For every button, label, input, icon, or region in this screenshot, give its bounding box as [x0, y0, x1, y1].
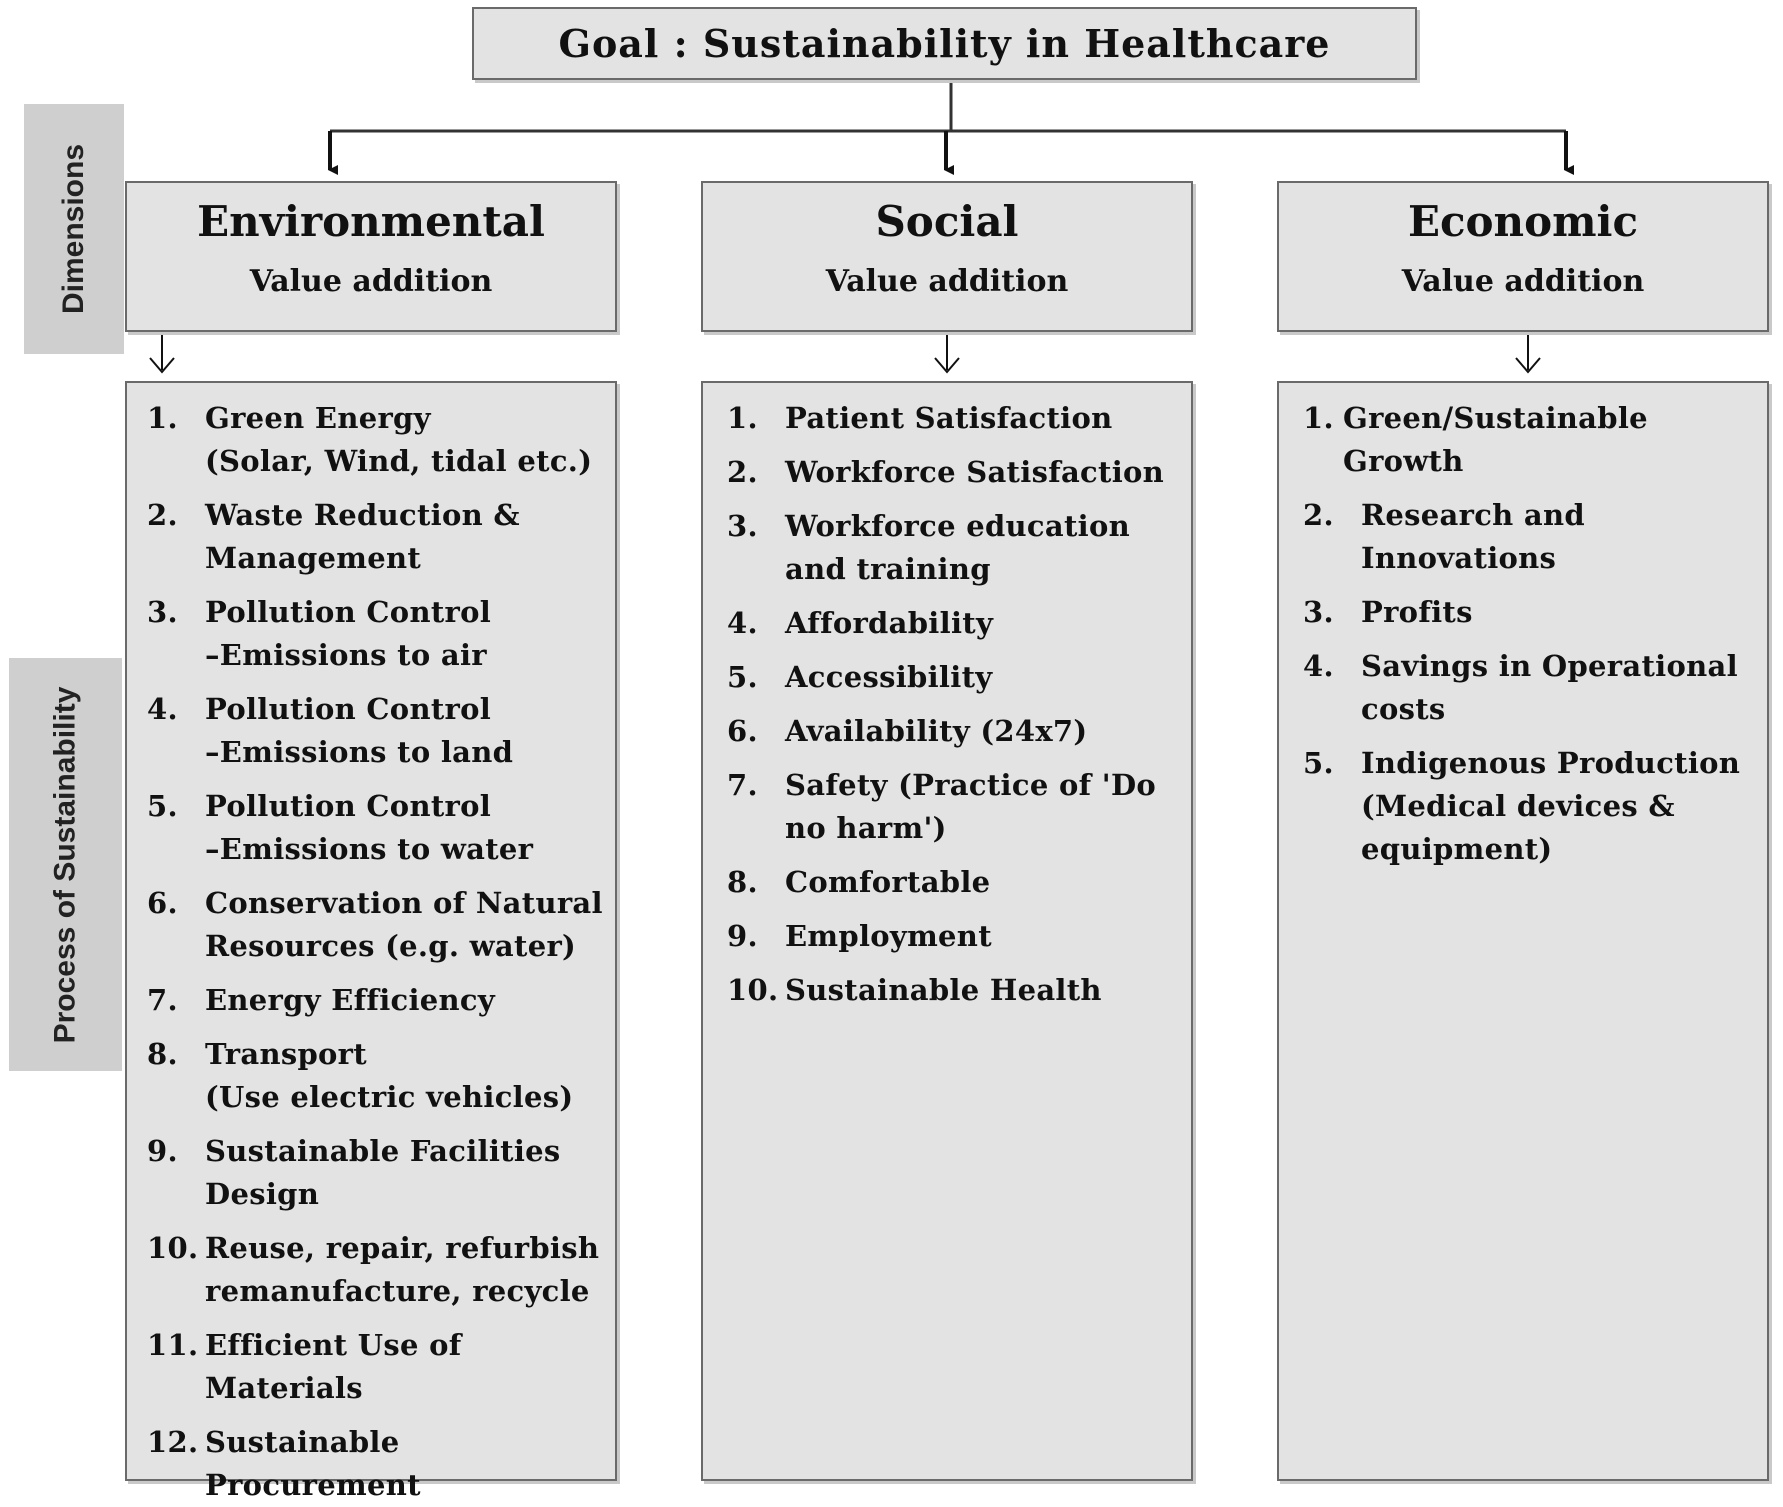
list-item	[727, 451, 1191, 494]
item-number: 2.	[727, 455, 758, 489]
list-item	[147, 1227, 615, 1313]
dimension-subtitle: Value addition	[825, 264, 1069, 299]
item-number: 5.	[147, 789, 178, 823]
item-number: 4.	[1303, 649, 1334, 683]
dimensions-label: Dimensions	[57, 143, 91, 315]
item-text: Pollution Control –Emissions to land	[205, 692, 514, 769]
list-item	[727, 710, 1191, 753]
dimension-social	[701, 181, 1193, 332]
item-text: Accessibility	[785, 660, 993, 694]
item-number: 2.	[1303, 498, 1334, 532]
list-item	[147, 1421, 615, 1507]
item-text: Sustainable Health	[785, 973, 1102, 1007]
item-text: Sustainable Procurement	[205, 1425, 421, 1502]
goal-box	[472, 7, 1417, 80]
item-number: 6.	[727, 714, 758, 748]
social-list	[701, 381, 1193, 1481]
list-item	[147, 1033, 615, 1119]
item-text: Workforce Satisfaction	[785, 455, 1165, 489]
item-text: Energy Efficiency	[205, 983, 496, 1017]
item-text: Pollution Control –Emissions to water	[205, 789, 534, 866]
goal-title: Goal : Sustainability in Healthcare	[558, 21, 1331, 66]
dimension-economic	[1277, 181, 1769, 332]
dimensions-side-label	[24, 104, 124, 354]
list-item	[1303, 494, 1767, 580]
item-text: Savings in Operational costs	[1361, 649, 1738, 726]
item-text: Transport (Use electric vehicles)	[205, 1037, 574, 1114]
list-item	[1303, 591, 1767, 634]
item-number: 1.	[1303, 401, 1334, 435]
list-item	[727, 397, 1191, 440]
item-text: Reuse, repair, refurbish remanufacture, recycle	[205, 1231, 600, 1308]
down-arrow-economic	[1516, 333, 1540, 372]
item-number: 8.	[147, 1037, 178, 1071]
list-item	[147, 1130, 615, 1216]
dimension-environmental	[125, 181, 617, 332]
item-text: Conservation of Natural Resources (e.g. water)	[205, 886, 603, 963]
item-text: Indigenous Production (Medical devices & equipment)	[1361, 746, 1741, 866]
list-item	[1303, 742, 1767, 871]
list-item	[1303, 397, 1767, 483]
item-number: 10.	[147, 1231, 199, 1265]
item-number: 3.	[147, 595, 178, 629]
list-item	[1303, 645, 1767, 731]
list-item	[727, 602, 1191, 645]
down-arrow-environmental	[150, 333, 174, 372]
item-number: 2.	[147, 498, 178, 532]
item-number: 5.	[1303, 746, 1334, 780]
list-item	[727, 505, 1191, 591]
item-number: 7.	[147, 983, 178, 1017]
item-text: Sustainable Facilities Design	[205, 1134, 561, 1211]
list-item	[727, 969, 1191, 1012]
item-text: Affordability	[785, 606, 994, 640]
process-label: Process of Sustainability	[48, 686, 82, 1043]
list-item	[147, 1324, 615, 1410]
process-side-label	[9, 658, 122, 1071]
list-item	[727, 764, 1191, 850]
item-number: 12.	[147, 1425, 199, 1459]
item-text: Workforce education and training	[785, 509, 1131, 586]
down-arrow-social	[935, 333, 959, 372]
list-item	[147, 397, 615, 483]
list-item	[147, 979, 615, 1022]
item-text: Comfortable	[785, 865, 991, 899]
economic-list	[1277, 381, 1769, 1481]
item-number: 3.	[727, 509, 758, 543]
item-number: 11.	[147, 1328, 199, 1362]
item-text: Patient Satisfaction	[785, 401, 1113, 435]
list-item	[147, 494, 615, 580]
item-number: 8.	[727, 865, 758, 899]
item-text: Green/Sustainable Growth	[1343, 401, 1648, 478]
item-number: 9.	[727, 919, 758, 953]
item-number: 4.	[147, 692, 178, 726]
item-number: 7.	[727, 768, 758, 802]
list-item	[727, 861, 1191, 904]
dimension-title: Social	[875, 197, 1019, 246]
dimension-subtitle: Value addition	[249, 264, 493, 299]
item-number: 3.	[1303, 595, 1334, 629]
item-text: Waste Reduction & Management	[205, 498, 520, 575]
item-number: 6.	[147, 886, 178, 920]
item-text: Availability (24x7)	[785, 714, 1088, 748]
item-text: Profits	[1361, 595, 1473, 629]
item-text: Safety (Practice of 'Do no harm')	[785, 768, 1157, 845]
item-text: Efficient Use of Materials	[205, 1328, 462, 1405]
dimension-title: Economic	[1407, 197, 1639, 246]
dimension-title: Environmental	[197, 197, 545, 246]
list-item	[147, 688, 615, 774]
dimension-subtitle: Value addition	[1401, 264, 1645, 299]
item-text: Pollution Control –Emissions to air	[205, 595, 492, 672]
item-text: Green Energy (Solar, Wind, tidal etc.)	[205, 401, 593, 478]
item-number: 10.	[727, 973, 779, 1007]
list-item	[147, 785, 615, 871]
item-number: 4.	[727, 606, 758, 640]
item-number: 1.	[147, 401, 178, 435]
item-number: 5.	[727, 660, 758, 694]
list-item	[147, 882, 615, 968]
list-item	[727, 656, 1191, 699]
list-item	[727, 915, 1191, 958]
environmental-list	[125, 381, 617, 1502]
item-number: 1.	[727, 401, 758, 435]
item-text: Research and Innovations	[1361, 498, 1585, 575]
item-text: Employment	[785, 919, 992, 953]
item-number: 9.	[147, 1134, 178, 1168]
list-item	[147, 591, 615, 677]
